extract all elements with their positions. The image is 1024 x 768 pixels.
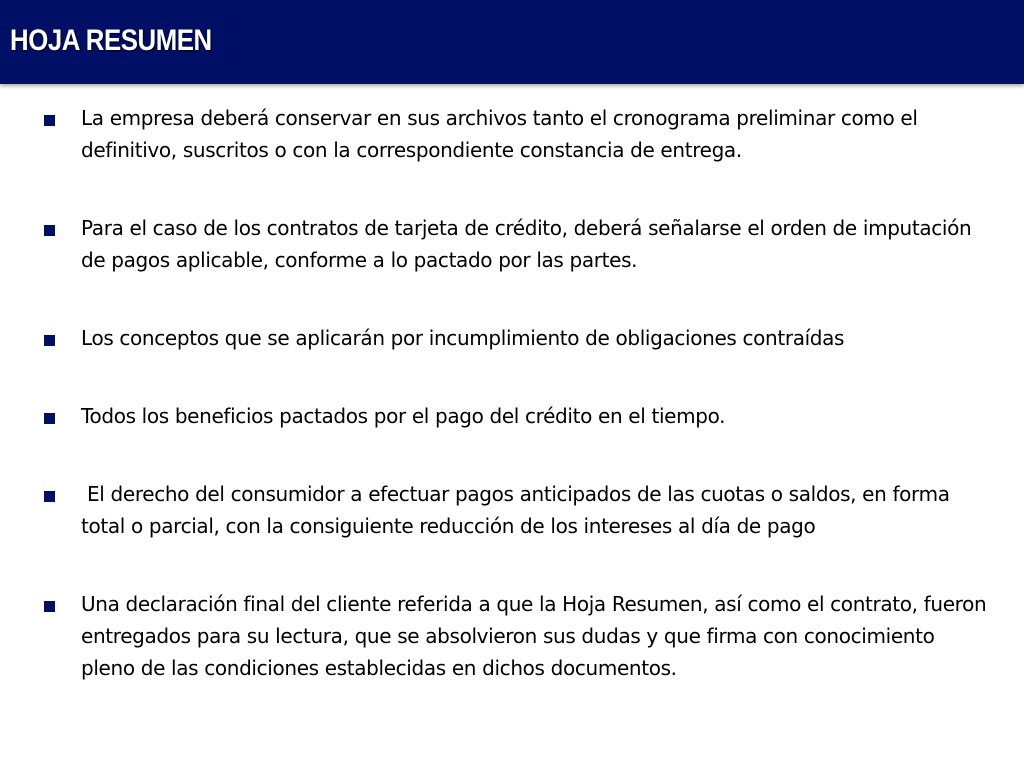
square-bullet-icon: [44, 413, 55, 424]
square-bullet-icon: [44, 601, 55, 612]
bullet-text: Los conceptos que se aplicarán por incumplimiento de obligaciones contraídas: [81, 326, 845, 350]
square-bullet-icon: [44, 115, 55, 126]
square-bullet-icon: [44, 491, 55, 502]
bullet-text: Una declaración final del cliente referida a que la Hoja Resumen, así como el contrato, fueron entregados para su lectura, que se absolvieron sus dudas y que firma con conocimiento pleno de las condiciones establecidas en dichos documentos.: [81, 592, 993, 680]
bullet-text: Todos los beneficios pactados por el pago del crédito en el tiempo.: [81, 404, 726, 428]
square-bullet-icon: [44, 225, 55, 236]
slide-title: HOJA RESUMEN: [10, 24, 212, 57]
bullet-text: Para el caso de los contratos de tarjeta de crédito, deberá señalarse el orden de imputación de pagos aplicable, conforme a lo pactado por las partes.: [81, 216, 978, 272]
square-bullet-icon: [44, 335, 55, 346]
bullet-text: El derecho del consumidor a efectuar pagos anticipados de las cuotas o saldos, en forma total o parcial, con la consiguiente reducción de los intereses al día de pago: [81, 482, 956, 538]
bullet-text: La empresa deberá conservar en sus archivos tanto el cronograma preliminar como el definitivo, suscritos o con la correspondiente constancia de entrega.: [81, 106, 924, 162]
